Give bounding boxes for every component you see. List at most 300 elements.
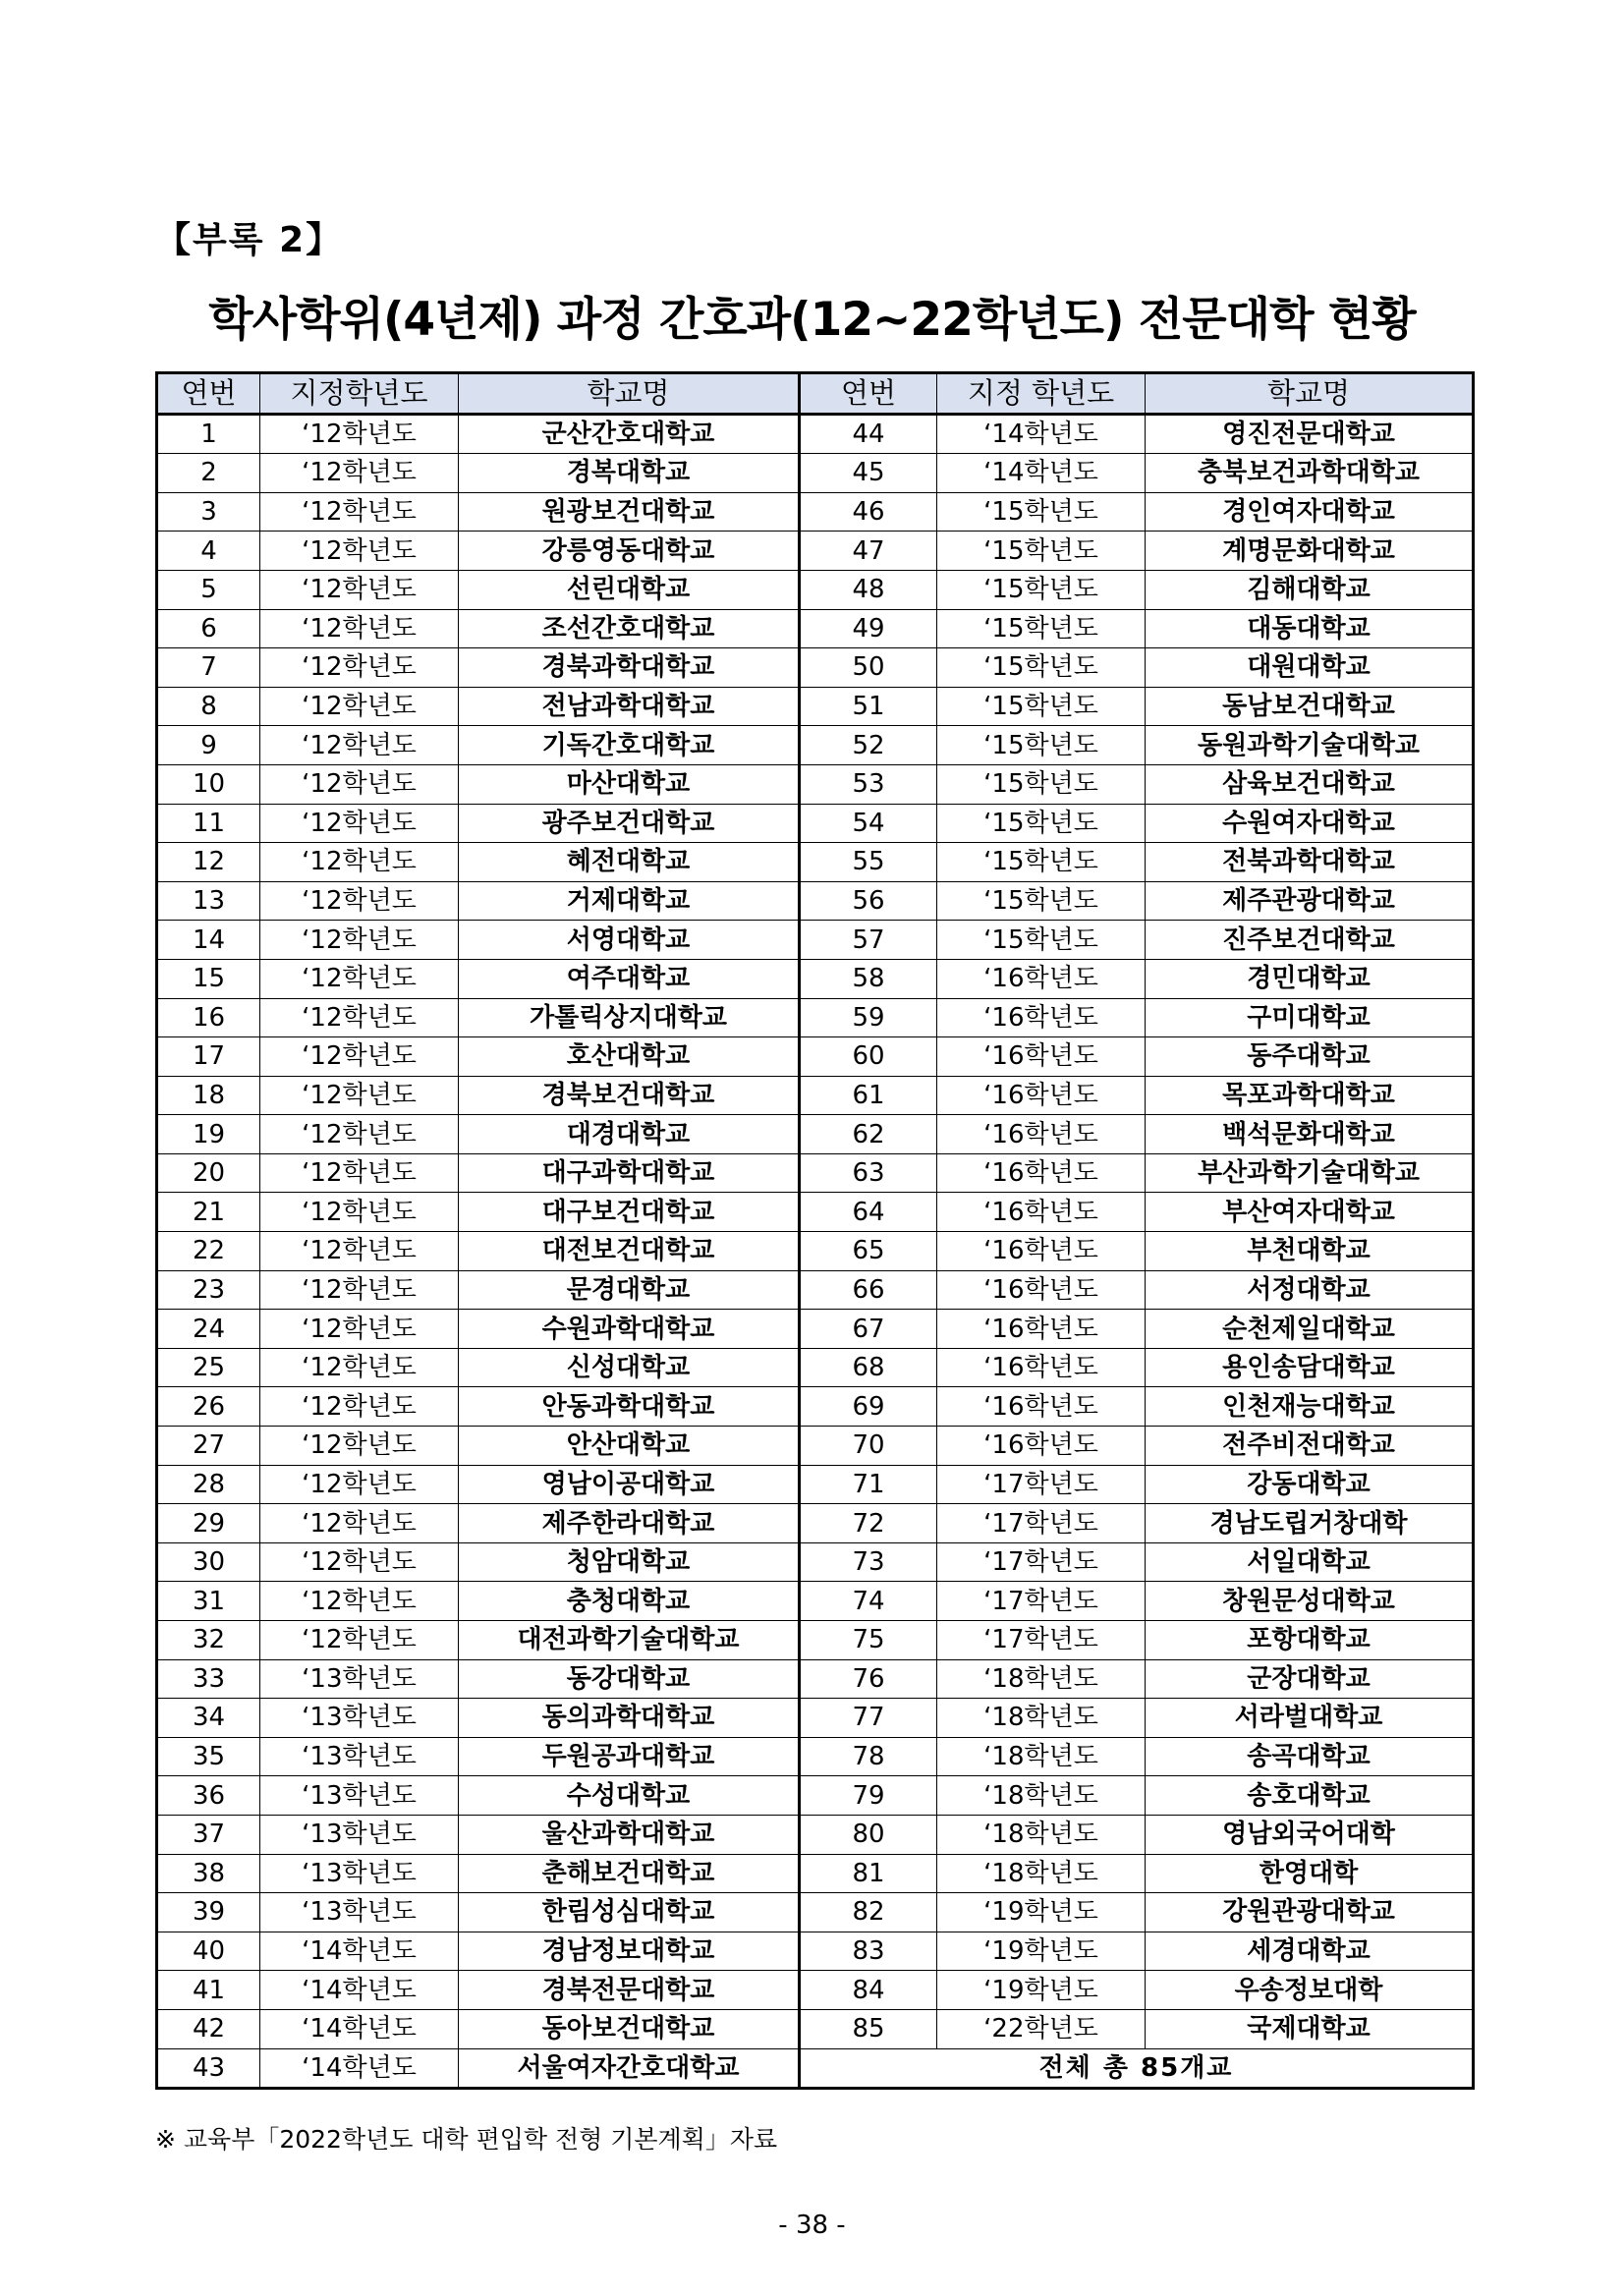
cell-year: ‘18학년도: [937, 1659, 1146, 1699]
table-row: [157, 1699, 1474, 1738]
cell-school-name: 목포과학대학교: [1146, 1076, 1474, 1115]
cell-school-name: 대구보건대학교: [459, 1193, 800, 1232]
cell-year: ‘18학년도: [937, 1854, 1146, 1893]
cell-no: 15: [157, 959, 260, 998]
cell-year: ‘12학년도: [260, 881, 459, 921]
cell-year: ‘15학년도: [937, 921, 1146, 960]
cell-school-name: 청암대학교: [459, 1542, 800, 1582]
table-row: [157, 1504, 1474, 1543]
cell-no: 73: [800, 1542, 937, 1582]
cell-school-name: 서정대학교: [1146, 1270, 1474, 1310]
cell-year: ‘16학년도: [937, 1193, 1146, 1232]
table-row: [157, 1932, 1474, 1971]
cell-school-name: 동강대학교: [459, 1659, 800, 1699]
table-row: [157, 1542, 1474, 1582]
cell-year: ‘17학년도: [937, 1504, 1146, 1543]
cell-year: ‘15학년도: [937, 881, 1146, 921]
total-count: 전체 총 85개교: [800, 2048, 1474, 2089]
cell-school-name: 군산간호대학교: [459, 414, 800, 454]
cell-year: ‘16학년도: [937, 1348, 1146, 1387]
cell-no: 71: [800, 1465, 937, 1504]
cell-year: ‘12학년도: [260, 1348, 459, 1387]
cell-year: ‘16학년도: [937, 1270, 1146, 1310]
cell-school-name: 조선간호대학교: [459, 609, 800, 648]
cell-school-name: 군장대학교: [1146, 1659, 1474, 1699]
cell-no: 9: [157, 726, 260, 765]
cell-school-name: 영진전문대학교: [1146, 414, 1474, 454]
cell-year: ‘14학년도: [260, 1932, 459, 1971]
cell-year: ‘15학년도: [937, 764, 1146, 804]
cell-no: 13: [157, 881, 260, 921]
cell-no: 80: [800, 1815, 937, 1854]
cell-school-name: 제주관광대학교: [1146, 881, 1474, 921]
cell-year: ‘16학년도: [937, 959, 1146, 998]
cell-no: 41: [157, 1971, 260, 2010]
cell-no: 23: [157, 1270, 260, 1310]
cell-school-name: 동의과학대학교: [459, 1699, 800, 1738]
cell-year: ‘12학년도: [260, 1193, 459, 1232]
cell-school-name: 동주대학교: [1146, 1037, 1474, 1077]
cell-school-name: 부산여자대학교: [1146, 1193, 1474, 1232]
cell-year: ‘12학년도: [260, 804, 459, 843]
cell-no: 82: [800, 1893, 937, 1932]
cell-school-name: 송호대학교: [1146, 1776, 1474, 1816]
table-row: [157, 1115, 1474, 1154]
cell-no: 34: [157, 1699, 260, 1738]
cell-school-name: 선린대학교: [459, 570, 800, 609]
page-title: 학사학위(4년제) 과정 간호과(12~22학년도) 전문대학 현황: [208, 293, 1416, 347]
cell-no: 72: [800, 1504, 937, 1543]
cell-year: ‘13학년도: [260, 1699, 459, 1738]
table-row: [157, 1971, 1474, 2010]
cell-no: 45: [800, 454, 937, 493]
cell-no: 19: [157, 1115, 260, 1154]
cell-school-name: 전주비전대학교: [1146, 1427, 1474, 1466]
cell-school-name: 경북보건대학교: [459, 1076, 800, 1115]
cell-no: 24: [157, 1310, 260, 1349]
table-row: [157, 1893, 1474, 1932]
table-row: [157, 921, 1474, 960]
cell-year: ‘15학년도: [937, 532, 1146, 571]
table-row: [157, 1427, 1474, 1466]
cell-no: 43: [157, 2048, 260, 2089]
cell-school-name: 대전보건대학교: [459, 1232, 800, 1271]
cell-year: ‘14학년도: [260, 1971, 459, 2010]
table-row: [157, 1465, 1474, 1504]
cell-no: 6: [157, 609, 260, 648]
cell-school-name: 대동대학교: [1146, 609, 1474, 648]
cell-year: ‘12학년도: [260, 609, 459, 648]
cell-no: 5: [157, 570, 260, 609]
cell-school-name: 경남정보대학교: [459, 1932, 800, 1971]
table-row: [157, 1387, 1474, 1427]
cell-no: 79: [800, 1776, 937, 1816]
cell-year: ‘15학년도: [937, 609, 1146, 648]
cell-school-name: 송곡대학교: [1146, 1737, 1474, 1776]
cell-year: ‘17학년도: [937, 1465, 1146, 1504]
table-row: [157, 1310, 1474, 1349]
cell-no: 48: [800, 570, 937, 609]
source-note: ※ 교육부「2022학년도 대학 편입학 전형 기본계획」자료: [155, 2125, 778, 2154]
cell-school-name: 한림성심대학교: [459, 1893, 800, 1932]
cell-no: 2: [157, 454, 260, 493]
cell-no: 3: [157, 492, 260, 532]
cell-year: ‘12학년도: [260, 1582, 459, 1621]
table-row: [157, 843, 1474, 882]
table-row: [157, 609, 1474, 648]
table-row: [157, 959, 1474, 998]
cell-school-name: 경북전문대학교: [459, 1971, 800, 2010]
cell-year: ‘12학년도: [260, 1232, 459, 1271]
cell-year: ‘17학년도: [937, 1582, 1146, 1621]
cell-school-name: 국제대학교: [1146, 2009, 1474, 2048]
cell-year: ‘14학년도: [260, 2009, 459, 2048]
cell-year: ‘16학년도: [937, 1153, 1146, 1193]
cell-year: ‘12학년도: [260, 648, 459, 688]
cell-year: ‘12학년도: [260, 1621, 459, 1660]
table-row: [157, 998, 1474, 1037]
cell-year: ‘12학년도: [260, 1465, 459, 1504]
cell-no: 66: [800, 1270, 937, 1310]
cell-school-name: 울산과학대학교: [459, 1815, 800, 1854]
college-table: [155, 371, 1475, 2090]
table-row: [157, 1621, 1474, 1660]
cell-school-name: 강릉영동대학교: [459, 532, 800, 571]
table-row: [157, 532, 1474, 571]
cell-no: 1: [157, 414, 260, 454]
cell-no: 31: [157, 1582, 260, 1621]
cell-no: 63: [800, 1153, 937, 1193]
cell-no: 37: [157, 1815, 260, 1854]
cell-no: 65: [800, 1232, 937, 1271]
table-row: [157, 1854, 1474, 1893]
cell-no: 44: [800, 414, 937, 454]
table-row: [157, 2009, 1474, 2048]
cell-no: 21: [157, 1193, 260, 1232]
cell-school-name: 한영대학: [1146, 1854, 1474, 1893]
cell-year: ‘15학년도: [937, 804, 1146, 843]
cell-no: 56: [800, 881, 937, 921]
cell-no: 12: [157, 843, 260, 882]
table-row: [157, 1776, 1474, 1816]
cell-school-name: 창원문성대학교: [1146, 1582, 1474, 1621]
cell-year: ‘18학년도: [937, 1699, 1146, 1738]
cell-school-name: 안산대학교: [459, 1427, 800, 1466]
cell-year: ‘15학년도: [937, 687, 1146, 726]
cell-no: 55: [800, 843, 937, 882]
cell-no: 69: [800, 1387, 937, 1427]
cell-school-name: 충북보건과학대학교: [1146, 454, 1474, 493]
cell-year: ‘12학년도: [260, 1504, 459, 1543]
cell-year: ‘12학년도: [260, 532, 459, 571]
cell-school-name: 순천제일대학교: [1146, 1310, 1474, 1349]
cell-school-name: 우송정보대학: [1146, 1971, 1474, 2010]
cell-year: ‘13학년도: [260, 1893, 459, 1932]
cell-no: 40: [157, 1932, 260, 1971]
cell-no: 22: [157, 1232, 260, 1271]
cell-school-name: 호산대학교: [459, 1037, 800, 1077]
cell-year: ‘16학년도: [937, 1387, 1146, 1427]
cell-no: 85: [800, 2009, 937, 2048]
table-row: [157, 881, 1474, 921]
table-row: [157, 1037, 1474, 1077]
cell-no: 42: [157, 2009, 260, 2048]
cell-no: 54: [800, 804, 937, 843]
cell-school-name: 부천대학교: [1146, 1232, 1474, 1271]
cell-school-name: 충청대학교: [459, 1582, 800, 1621]
cell-school-name: 경인여자대학교: [1146, 492, 1474, 532]
cell-no: 49: [800, 609, 937, 648]
cell-school-name: 경민대학교: [1146, 959, 1474, 998]
cell-school-name: 대전과학기술대학교: [459, 1621, 800, 1660]
cell-school-name: 서울여자간호대학교: [459, 2048, 800, 2089]
header-no-right: 연번: [800, 373, 937, 415]
cell-no: 58: [800, 959, 937, 998]
table-row: [157, 1232, 1474, 1271]
cell-year: ‘12학년도: [260, 1115, 459, 1154]
cell-no: 17: [157, 1037, 260, 1077]
page-number: - 38 -: [778, 2211, 846, 2240]
cell-school-name: 수원여자대학교: [1146, 804, 1474, 843]
cell-school-name: 광주보건대학교: [459, 804, 800, 843]
cell-year: ‘12학년도: [260, 1387, 459, 1427]
cell-year: ‘19학년도: [937, 1971, 1146, 2010]
cell-no: 70: [800, 1427, 937, 1466]
table-row: [157, 1270, 1474, 1310]
cell-year: ‘15학년도: [937, 843, 1146, 882]
table-row: [157, 687, 1474, 726]
cell-no: 16: [157, 998, 260, 1037]
cell-year: ‘15학년도: [937, 726, 1146, 765]
cell-year: ‘22학년도: [937, 2009, 1146, 2048]
cell-school-name: 부산과학기술대학교: [1146, 1153, 1474, 1193]
cell-no: 27: [157, 1427, 260, 1466]
cell-no: 38: [157, 1854, 260, 1893]
cell-no: 36: [157, 1776, 260, 1816]
cell-no: 77: [800, 1699, 937, 1738]
cell-year: ‘12학년도: [260, 1076, 459, 1115]
cell-year: ‘13학년도: [260, 1854, 459, 1893]
cell-school-name: 서일대학교: [1146, 1542, 1474, 1582]
cell-year: ‘12학년도: [260, 570, 459, 609]
cell-school-name: 경남도립거창대학: [1146, 1504, 1474, 1543]
cell-year: ‘19학년도: [937, 1932, 1146, 1971]
cell-no: 8: [157, 687, 260, 726]
cell-school-name: 동원과학기술대학교: [1146, 726, 1474, 765]
header-name-left: 학교명: [459, 373, 800, 415]
cell-school-name: 수원과학대학교: [459, 1310, 800, 1349]
cell-year: ‘16학년도: [937, 1037, 1146, 1077]
cell-no: 35: [157, 1737, 260, 1776]
cell-no: 81: [800, 1854, 937, 1893]
cell-year: ‘12학년도: [260, 1153, 459, 1193]
cell-year: ‘12학년도: [260, 1270, 459, 1310]
cell-year: ‘12학년도: [260, 687, 459, 726]
cell-year: ‘12학년도: [260, 921, 459, 960]
cell-no: 64: [800, 1193, 937, 1232]
table-row: [157, 1076, 1474, 1115]
cell-no: 68: [800, 1348, 937, 1387]
cell-school-name: 두원공과대학교: [459, 1737, 800, 1776]
cell-school-name: 동남보건대학교: [1146, 687, 1474, 726]
cell-school-name: 포항대학교: [1146, 1621, 1474, 1660]
cell-no: 39: [157, 1893, 260, 1932]
table-row: [157, 1815, 1474, 1854]
cell-no: 61: [800, 1076, 937, 1115]
cell-school-name: 용인송담대학교: [1146, 1348, 1474, 1387]
cell-year: ‘12학년도: [260, 492, 459, 532]
cell-year: ‘19학년도: [937, 1893, 1146, 1932]
cell-year: ‘16학년도: [937, 1310, 1146, 1349]
cell-year: ‘16학년도: [937, 1115, 1146, 1154]
table-row: [157, 726, 1474, 765]
cell-school-name: 강원관광대학교: [1146, 1893, 1474, 1932]
cell-no: 60: [800, 1037, 937, 1077]
cell-year: ‘12학년도: [260, 998, 459, 1037]
cell-no: 57: [800, 921, 937, 960]
cell-year: ‘14학년도: [260, 2048, 459, 2089]
cell-no: 18: [157, 1076, 260, 1115]
cell-year: ‘16학년도: [937, 1076, 1146, 1115]
header-name-right: 학교명: [1146, 373, 1474, 415]
cell-year: ‘12학년도: [260, 1310, 459, 1349]
cell-school-name: 서라벌대학교: [1146, 1699, 1474, 1738]
cell-school-name: 신성대학교: [459, 1348, 800, 1387]
cell-no: 78: [800, 1737, 937, 1776]
header-year-right: 지정 학년도: [937, 373, 1146, 415]
cell-year: ‘12학년도: [260, 959, 459, 998]
cell-school-name: 대원대학교: [1146, 648, 1474, 688]
cell-school-name: 김해대학교: [1146, 570, 1474, 609]
cell-no: 14: [157, 921, 260, 960]
table-row: [157, 1348, 1474, 1387]
table-row: [157, 1582, 1474, 1621]
cell-school-name: 영남외국어대학: [1146, 1815, 1474, 1854]
cell-no: 28: [157, 1465, 260, 1504]
cell-school-name: 거제대학교: [459, 881, 800, 921]
cell-no: 32: [157, 1621, 260, 1660]
cell-year: ‘12학년도: [260, 726, 459, 765]
cell-no: 26: [157, 1387, 260, 1427]
cell-no: 67: [800, 1310, 937, 1349]
table-row: [157, 2048, 1474, 2089]
cell-no: 10: [157, 764, 260, 804]
header-no-left: 연번: [157, 373, 260, 415]
cell-year: ‘16학년도: [937, 998, 1146, 1037]
cell-year: ‘12학년도: [260, 1427, 459, 1466]
table-row: [157, 764, 1474, 804]
cell-no: 46: [800, 492, 937, 532]
cell-year: ‘16학년도: [937, 1232, 1146, 1271]
table-row: [157, 1153, 1474, 1193]
cell-no: 59: [800, 998, 937, 1037]
cell-school-name: 여주대학교: [459, 959, 800, 998]
cell-year: ‘12학년도: [260, 454, 459, 493]
cell-school-name: 원광보건대학교: [459, 492, 800, 532]
table-row: [157, 414, 1474, 454]
cell-year: ‘13학년도: [260, 1776, 459, 1816]
table-row: [157, 1193, 1474, 1232]
cell-no: 62: [800, 1115, 937, 1154]
cell-school-name: 수성대학교: [459, 1776, 800, 1816]
cell-no: 7: [157, 648, 260, 688]
cell-no: 47: [800, 532, 937, 571]
cell-year: ‘16학년도: [937, 1427, 1146, 1466]
cell-year: ‘13학년도: [260, 1815, 459, 1854]
cell-year: ‘12학년도: [260, 1542, 459, 1582]
cell-school-name: 경복대학교: [459, 454, 800, 493]
cell-year: ‘17학년도: [937, 1621, 1146, 1660]
cell-year: ‘14학년도: [937, 454, 1146, 493]
cell-school-name: 삼육보건대학교: [1146, 764, 1474, 804]
cell-school-name: 춘해보건대학교: [459, 1854, 800, 1893]
cell-year: ‘18학년도: [937, 1776, 1146, 1816]
cell-school-name: 대경대학교: [459, 1115, 800, 1154]
cell-year: ‘13학년도: [260, 1659, 459, 1699]
cell-year: ‘18학년도: [937, 1815, 1146, 1854]
cell-school-name: 경북과학대학교: [459, 648, 800, 688]
cell-no: 50: [800, 648, 937, 688]
cell-no: 75: [800, 1621, 937, 1660]
cell-school-name: 혜전대학교: [459, 843, 800, 882]
cell-school-name: 대구과학대학교: [459, 1153, 800, 1193]
cell-school-name: 백석문화대학교: [1146, 1115, 1474, 1154]
cell-school-name: 마산대학교: [459, 764, 800, 804]
cell-year: ‘12학년도: [260, 843, 459, 882]
cell-school-name: 전북과학대학교: [1146, 843, 1474, 882]
cell-no: 51: [800, 687, 937, 726]
cell-no: 33: [157, 1659, 260, 1699]
cell-school-name: 세경대학교: [1146, 1932, 1474, 1971]
cell-no: 83: [800, 1932, 937, 1971]
cell-no: 53: [800, 764, 937, 804]
cell-no: 25: [157, 1348, 260, 1387]
cell-year: ‘14학년도: [937, 414, 1146, 454]
cell-school-name: 영남이공대학교: [459, 1465, 800, 1504]
cell-year: ‘17학년도: [937, 1542, 1146, 1582]
cell-school-name: 안동과학대학교: [459, 1387, 800, 1427]
cell-no: 52: [800, 726, 937, 765]
cell-school-name: 전남과학대학교: [459, 687, 800, 726]
header-year-left: 지정학년도: [260, 373, 459, 415]
cell-no: 76: [800, 1659, 937, 1699]
cell-year: ‘15학년도: [937, 570, 1146, 609]
table-row: [157, 648, 1474, 688]
cell-no: 20: [157, 1153, 260, 1193]
table-row: [157, 1737, 1474, 1776]
cell-school-name: 강동대학교: [1146, 1465, 1474, 1504]
cell-school-name: 기독간호대학교: [459, 726, 800, 765]
table-row: [157, 570, 1474, 609]
cell-school-name: 계명문화대학교: [1146, 532, 1474, 571]
table-row: [157, 454, 1474, 493]
table-row: [157, 804, 1474, 843]
table-row: [157, 1659, 1474, 1699]
table-header-row: [157, 373, 1474, 415]
cell-school-name: 제주한라대학교: [459, 1504, 800, 1543]
appendix-label: 【부록 2】: [155, 220, 344, 260]
cell-school-name: 동아보건대학교: [459, 2009, 800, 2048]
cell-no: 30: [157, 1542, 260, 1582]
cell-school-name: 인천재능대학교: [1146, 1387, 1474, 1427]
table-row: [157, 492, 1474, 532]
cell-no: 29: [157, 1504, 260, 1543]
cell-school-name: 서영대학교: [459, 921, 800, 960]
cell-year: ‘13학년도: [260, 1737, 459, 1776]
cell-no: 84: [800, 1971, 937, 2010]
cell-no: 74: [800, 1582, 937, 1621]
cell-year: ‘12학년도: [260, 764, 459, 804]
